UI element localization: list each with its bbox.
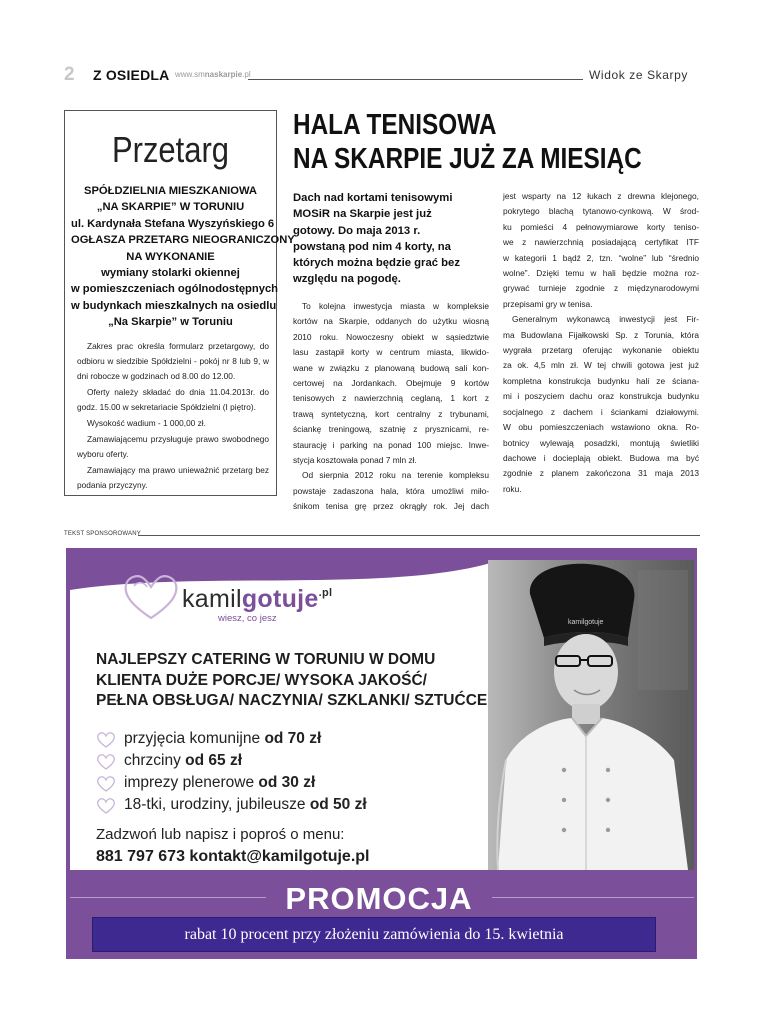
body-line: tenisowych z nawierzchnią ceglaną, 1 kort z <box>293 393 489 404</box>
section-name: Z OSIEDLA <box>93 67 170 83</box>
body-line: certowej na Jordankach. Obejmuje 9 kortów <box>293 378 489 389</box>
catering-advertisement <box>66 548 697 959</box>
sponsored-rule <box>138 535 700 536</box>
heart-bullet-icon <box>96 775 116 793</box>
body-line: botnicy wylewają posadzki, montują świetliki <box>503 437 699 448</box>
heart-logo-icon <box>122 572 180 622</box>
body-line: Od sierpnia 2012 roku na terenie kompleksu <box>302 470 489 481</box>
website-prefix: www.sm <box>175 70 205 79</box>
lead-line: MOSiR na Skarpie jest już <box>293 208 432 221</box>
body-line: wygrała przetarg oferując wykonanie obiektu <box>503 345 699 356</box>
body-line: ku pomieści 4 pełnowymiarowe korty teniso- <box>503 221 699 232</box>
header-rule <box>248 79 583 80</box>
article-title-line: NA SKARPIE JUŻ ZA MIESIĄC <box>293 143 642 175</box>
running-header <box>0 0 764 90</box>
tender-title: Przetarg <box>111 129 230 170</box>
headline-line: KLIENTA DUŻE PORCJE/ WYSOKA JAKOŚĆ/ <box>96 671 427 689</box>
body-line: 2010 roku. Nowoczesny obiekt w sąsiedztwie <box>293 331 489 342</box>
article-title-line: HALA TENISOWA <box>293 109 497 141</box>
body-line: we z nawierzchnią posiadającą certyfikat ITF <box>503 237 699 248</box>
body-line: za ok. 4,5 mln zł. W tej chwili gotowa jest już <box>503 360 699 371</box>
scope-line: w pomieszczeniach ogólnodostępnych <box>71 283 278 296</box>
lead-line: gotowy. Do maja 2013 r. <box>293 224 421 237</box>
logo-suffix: .pl <box>318 587 333 599</box>
lead-line: których można będzie grać bez <box>293 257 460 270</box>
promo-rule-left <box>70 897 266 898</box>
offer-price: od 65 zł <box>185 752 243 769</box>
logo-text <box>182 585 332 614</box>
scope-line: „Na Skarpie” w Toruniu <box>108 316 233 329</box>
tender-organization <box>71 183 295 331</box>
body-line: staurację i parking na ponad 100 miejsc. Inwe- <box>293 439 489 450</box>
body-line: w kategorii 1 bądź 2, tzn. “wolne” lub “średnio <box>503 252 699 263</box>
offer-text <box>124 752 242 770</box>
body-line: jest wsparty na 12 łukach z drewna klejonego, <box>503 191 699 201</box>
body-line: stycja kosztowała ponad 7 mln zł. <box>293 455 417 466</box>
website-bold: naskarpie <box>204 70 243 79</box>
body-line: wolne”. Dzięki temu w hali będzie można roz- <box>503 268 699 279</box>
org-line: „NA SKARPIE” W TORUNIU <box>96 201 245 214</box>
heart-bullet-icon <box>96 753 116 771</box>
article-title <box>293 108 642 176</box>
org-line: OGŁASZA PRZETARG NIEOGRANICZONY <box>71 234 295 247</box>
body-line: powstaje zadaszona hala, która umożliwi miło- <box>293 485 489 496</box>
org-line: ul. Kardynała Stefana Wyszyńskiego 6 <box>71 217 275 230</box>
body-line: pokrytego blachą tytanowo-cynkową. W środ- <box>503 206 699 217</box>
heart-bullet-icon <box>96 731 116 749</box>
tender-paragraph: Zamawiającemu przysługuje prawo swobodnego wyboru oferty. <box>77 434 269 459</box>
tender-paragraph: Wysokość wadium - 1 000,00 zł. <box>87 418 206 428</box>
heart-bullet-icon <box>96 797 116 815</box>
offer-name: przyjęcia komunijne <box>124 730 261 747</box>
body-line: zgodnie z planem zakończona 31 maja 2013 <box>503 468 699 479</box>
body-line: ma Budowlana Fijałkowski Sp. z Torunia, która <box>503 329 699 340</box>
sponsored-label: TEKST SPONSOROWANY <box>64 531 141 537</box>
offer-text <box>124 774 315 792</box>
logo-tagline: wiesz, co jesz <box>218 613 277 624</box>
body-line: socjalnego z dachem i ściankami działowymi. <box>503 406 699 417</box>
tender-paragraph: Zamawiający ma prawo unieważnić przetarg bez podania przyczyny. <box>77 465 269 490</box>
tender-paragraph: Oferty należy składać do dnia 11.04.2013r. do godz. 15.00 w sekretariacie Spółdzielni (I piętro). <box>77 387 269 412</box>
body-line: śnikom tenisa grę przez okrągły rok. Jej dach <box>293 501 489 512</box>
ad-panel <box>70 560 694 870</box>
offer-name: chrzciny <box>124 752 181 769</box>
promo-discount-box: rabat 10 procent przy złożeniu zamówienia do 15. kwietnia <box>92 917 656 952</box>
lead-line: Dach nad kortami tenisowymi <box>293 192 453 204</box>
headline-line: PEŁNA OBSŁUGA/ NACZYNIA/ SZKLANKI/ SZTUĆCE <box>96 692 488 709</box>
page-number: 2 <box>64 64 75 85</box>
body-line: wane w związku z planowaną budową sali kon- <box>293 362 489 373</box>
body-line: dachowe i docieplają obiekt. Budowa ma być <box>503 452 699 463</box>
body-line: kompletna konstrukcja budynku hali ze ściana- <box>503 375 699 386</box>
logo-regular: kamil <box>182 585 242 613</box>
logo-bold: gotuje <box>241 585 319 613</box>
offer-name: imprezy plenerowe <box>124 774 255 791</box>
article-column-1 <box>293 299 489 515</box>
website-suffix: .pl <box>242 70 251 79</box>
article-column-2 <box>503 189 699 497</box>
body-line: ściankę treningową, szatnię z prysznicami, re- <box>293 424 489 435</box>
magazine-name: Widok ze Skarpy <box>589 68 689 82</box>
body-line: trawą syntetyczną, kort centralny z trybunami, <box>293 408 489 419</box>
contact-prompt: Zadzwoń lub napisz i poproś o menu: <box>96 826 345 843</box>
article-lead <box>293 190 483 288</box>
contact-details[interactable]: 881 797 673 kontakt@kamilgotuje.pl <box>96 848 370 865</box>
scope-line: wymiany stolarki okiennej <box>101 267 240 280</box>
body-line: Generalnym wykonawcą inwestycji jest Fir- <box>512 314 699 325</box>
offer-price: od 30 zł <box>258 774 316 791</box>
body-line: mi i poszyciem dachu oraz konstrukcja budynku <box>503 391 699 402</box>
offer-text <box>124 796 367 814</box>
body-line: kortów na Skarpie, oddanych do użytku wiosną <box>293 316 489 327</box>
promo-title: PROMOCJA <box>285 881 473 916</box>
website-link[interactable] <box>175 70 251 79</box>
body-line: roku. <box>503 483 522 494</box>
hat-brand-text: kamilgotuje <box>568 619 604 626</box>
offer-name: 18-tki, urodziny, jubileusze <box>124 796 306 813</box>
offer-price: od 70 zł <box>264 730 322 747</box>
tender-body <box>77 339 269 494</box>
chef-photo <box>488 560 694 870</box>
org-line: SPÓŁDZIELNIA MIESZKANIOWA <box>84 185 257 197</box>
body-line: W obu pomieszczeniach wstawiono okna. Ro- <box>503 422 699 433</box>
offer-text <box>124 730 321 748</box>
scope-line: w budynkach mieszkalnych na osiedlu <box>71 299 277 312</box>
tender-notice <box>64 110 295 496</box>
org-line: NA WYKONANIE <box>126 250 215 263</box>
lead-line: względu na pogodę. <box>293 273 401 286</box>
tender-paragraph: Zakres prac określa formularz przetargowy, do odbioru w siedzibie Spółdzielni - pokój nr 8 lub 9, w dni robocze w godzinach od 8.00 do 12.00. <box>77 341 269 381</box>
offer-price: od 50 zł <box>309 796 367 813</box>
ad-headline <box>96 650 487 712</box>
body-line: przepisami gry w tenisa. <box>503 298 593 309</box>
promo-rule-right <box>492 897 694 898</box>
body-line: grywać turnieje zgodnie z międzynarodowymi <box>503 283 699 294</box>
brand-logo[interactable] <box>122 570 382 626</box>
lead-line: powstaną pod nim 4 korty, na <box>293 240 451 253</box>
chef-illustration <box>488 560 694 870</box>
headline-line: NAJLEPSZY CATERING W TORUNIU W DOMU <box>96 651 436 668</box>
body-line: To kolejna inwestycja miasta w kompleksie <box>302 301 489 311</box>
body-line: lasu zastąpił korty w centrum miasta, likwido- <box>293 347 489 358</box>
